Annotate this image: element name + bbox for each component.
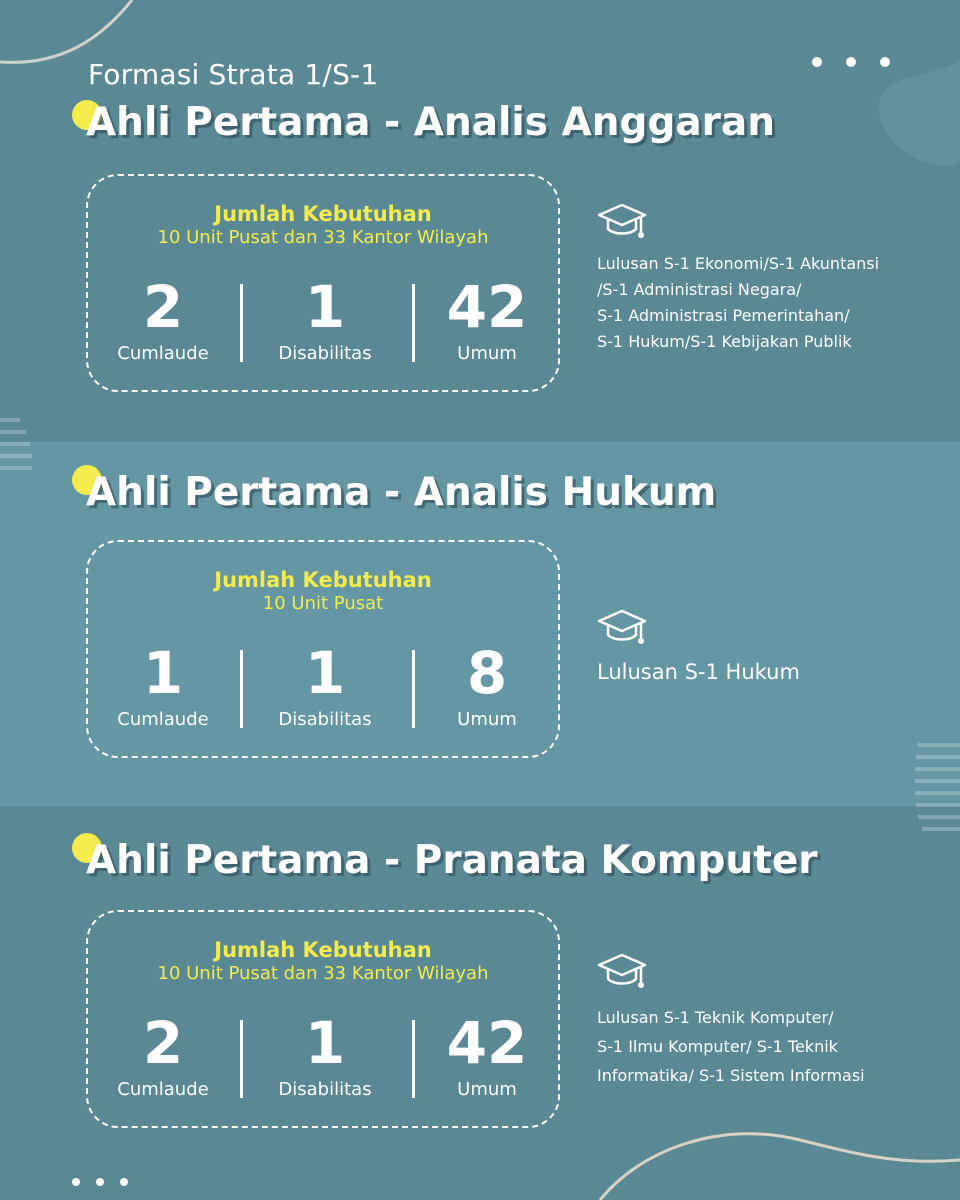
stat-label: Disabilitas: [278, 343, 372, 364]
stat-value: 2: [142, 1009, 184, 1077]
stat-value: 8: [466, 639, 508, 707]
stat-value: 2: [142, 273, 184, 341]
stat-value: 42: [446, 1009, 528, 1077]
qualification-line: /S-1 Administrasi Negara/: [597, 280, 802, 299]
section-title: Ahli Pertama - Analis Hukum: [86, 470, 717, 515]
need-scope: 10 Unit Pusat dan 33 Kantor Wilayah: [157, 227, 489, 248]
qualification-line: Lulusan S-1 Teknik Komputer/: [597, 1008, 834, 1027]
dot: [96, 1178, 104, 1186]
stat-label: Umum: [457, 709, 517, 730]
stat-disabilitas: [250, 274, 400, 366]
dot: [880, 57, 890, 67]
stat-cumlaude: [88, 1010, 238, 1102]
stat-divider: [240, 650, 243, 728]
qualification-line: S-1 Hukum/S-1 Kebijakan Publik: [597, 332, 852, 351]
need-label: Jumlah Kebutuhan: [214, 568, 432, 592]
section-title: Ahli Pertama - Analis Anggaran: [86, 100, 775, 145]
stat-disabilitas: [250, 1010, 400, 1102]
stat-cumlaude: [88, 274, 238, 366]
stat-divider: [240, 284, 243, 362]
stat-divider: [240, 1020, 243, 1098]
graduation-cap-icon: [596, 608, 648, 648]
need-card: [86, 910, 560, 1128]
need-scope: 10 Unit Pusat dan 33 Kantor Wilayah: [157, 963, 489, 984]
qualification-text: [597, 1003, 917, 1090]
dot: [72, 1178, 80, 1186]
dots-decoration-bottom: [72, 1178, 128, 1186]
graduation-cap-icon: [596, 952, 648, 992]
stat-umum: [412, 1010, 562, 1102]
section-title: Ahli Pertama - Pranata Komputer: [86, 838, 818, 883]
qualification-line: Lulusan S-1 Hukum: [597, 660, 800, 684]
stat-label: Cumlaude: [117, 343, 209, 364]
need-card: [86, 174, 560, 392]
stat-value: 1: [142, 639, 184, 707]
stats-row: [88, 1010, 558, 1110]
stat-value: 1: [304, 1009, 346, 1077]
stat-value: 1: [304, 639, 346, 707]
dot: [846, 57, 856, 67]
stat-value: 42: [446, 273, 528, 341]
need-label: Jumlah Kebutuhan: [214, 938, 432, 962]
stat-cumlaude: [88, 640, 238, 732]
stat-label: Disabilitas: [278, 1079, 372, 1100]
need-scope: 10 Unit Pusat: [262, 593, 384, 614]
dot: [120, 1178, 128, 1186]
stat-label: Umum: [457, 343, 517, 364]
qualification-line: Lulusan S-1 Ekonomi/S-1 Akuntansi: [597, 254, 880, 273]
need-card: [86, 540, 560, 758]
stat-label: Cumlaude: [117, 709, 209, 730]
qualification-text: [597, 251, 917, 355]
stat-umum: [412, 640, 562, 732]
qualification-text: [597, 658, 917, 686]
qualification-line: Informatika/ S-1 Sistem Informasi: [597, 1066, 865, 1085]
page-subtitle: Formasi Strata 1/S-1: [88, 58, 379, 91]
need-label: Jumlah Kebutuhan: [214, 202, 432, 226]
stat-disabilitas: [250, 640, 400, 732]
stat-label: Umum: [457, 1079, 517, 1100]
dots-decoration-top: [812, 57, 890, 67]
dot: [812, 57, 822, 67]
stat-label: Cumlaude: [117, 1079, 209, 1100]
stat-umum: [412, 274, 562, 366]
stats-row: [88, 640, 558, 740]
graduation-cap-icon: [596, 202, 648, 242]
stat-value: 1: [304, 273, 346, 341]
qualification-line: S-1 Ilmu Komputer/ S-1 Teknik: [597, 1037, 838, 1056]
stat-label: Disabilitas: [278, 709, 372, 730]
qualification-line: S-1 Administrasi Pemerintahan/: [597, 306, 850, 325]
stats-row: [88, 274, 558, 374]
